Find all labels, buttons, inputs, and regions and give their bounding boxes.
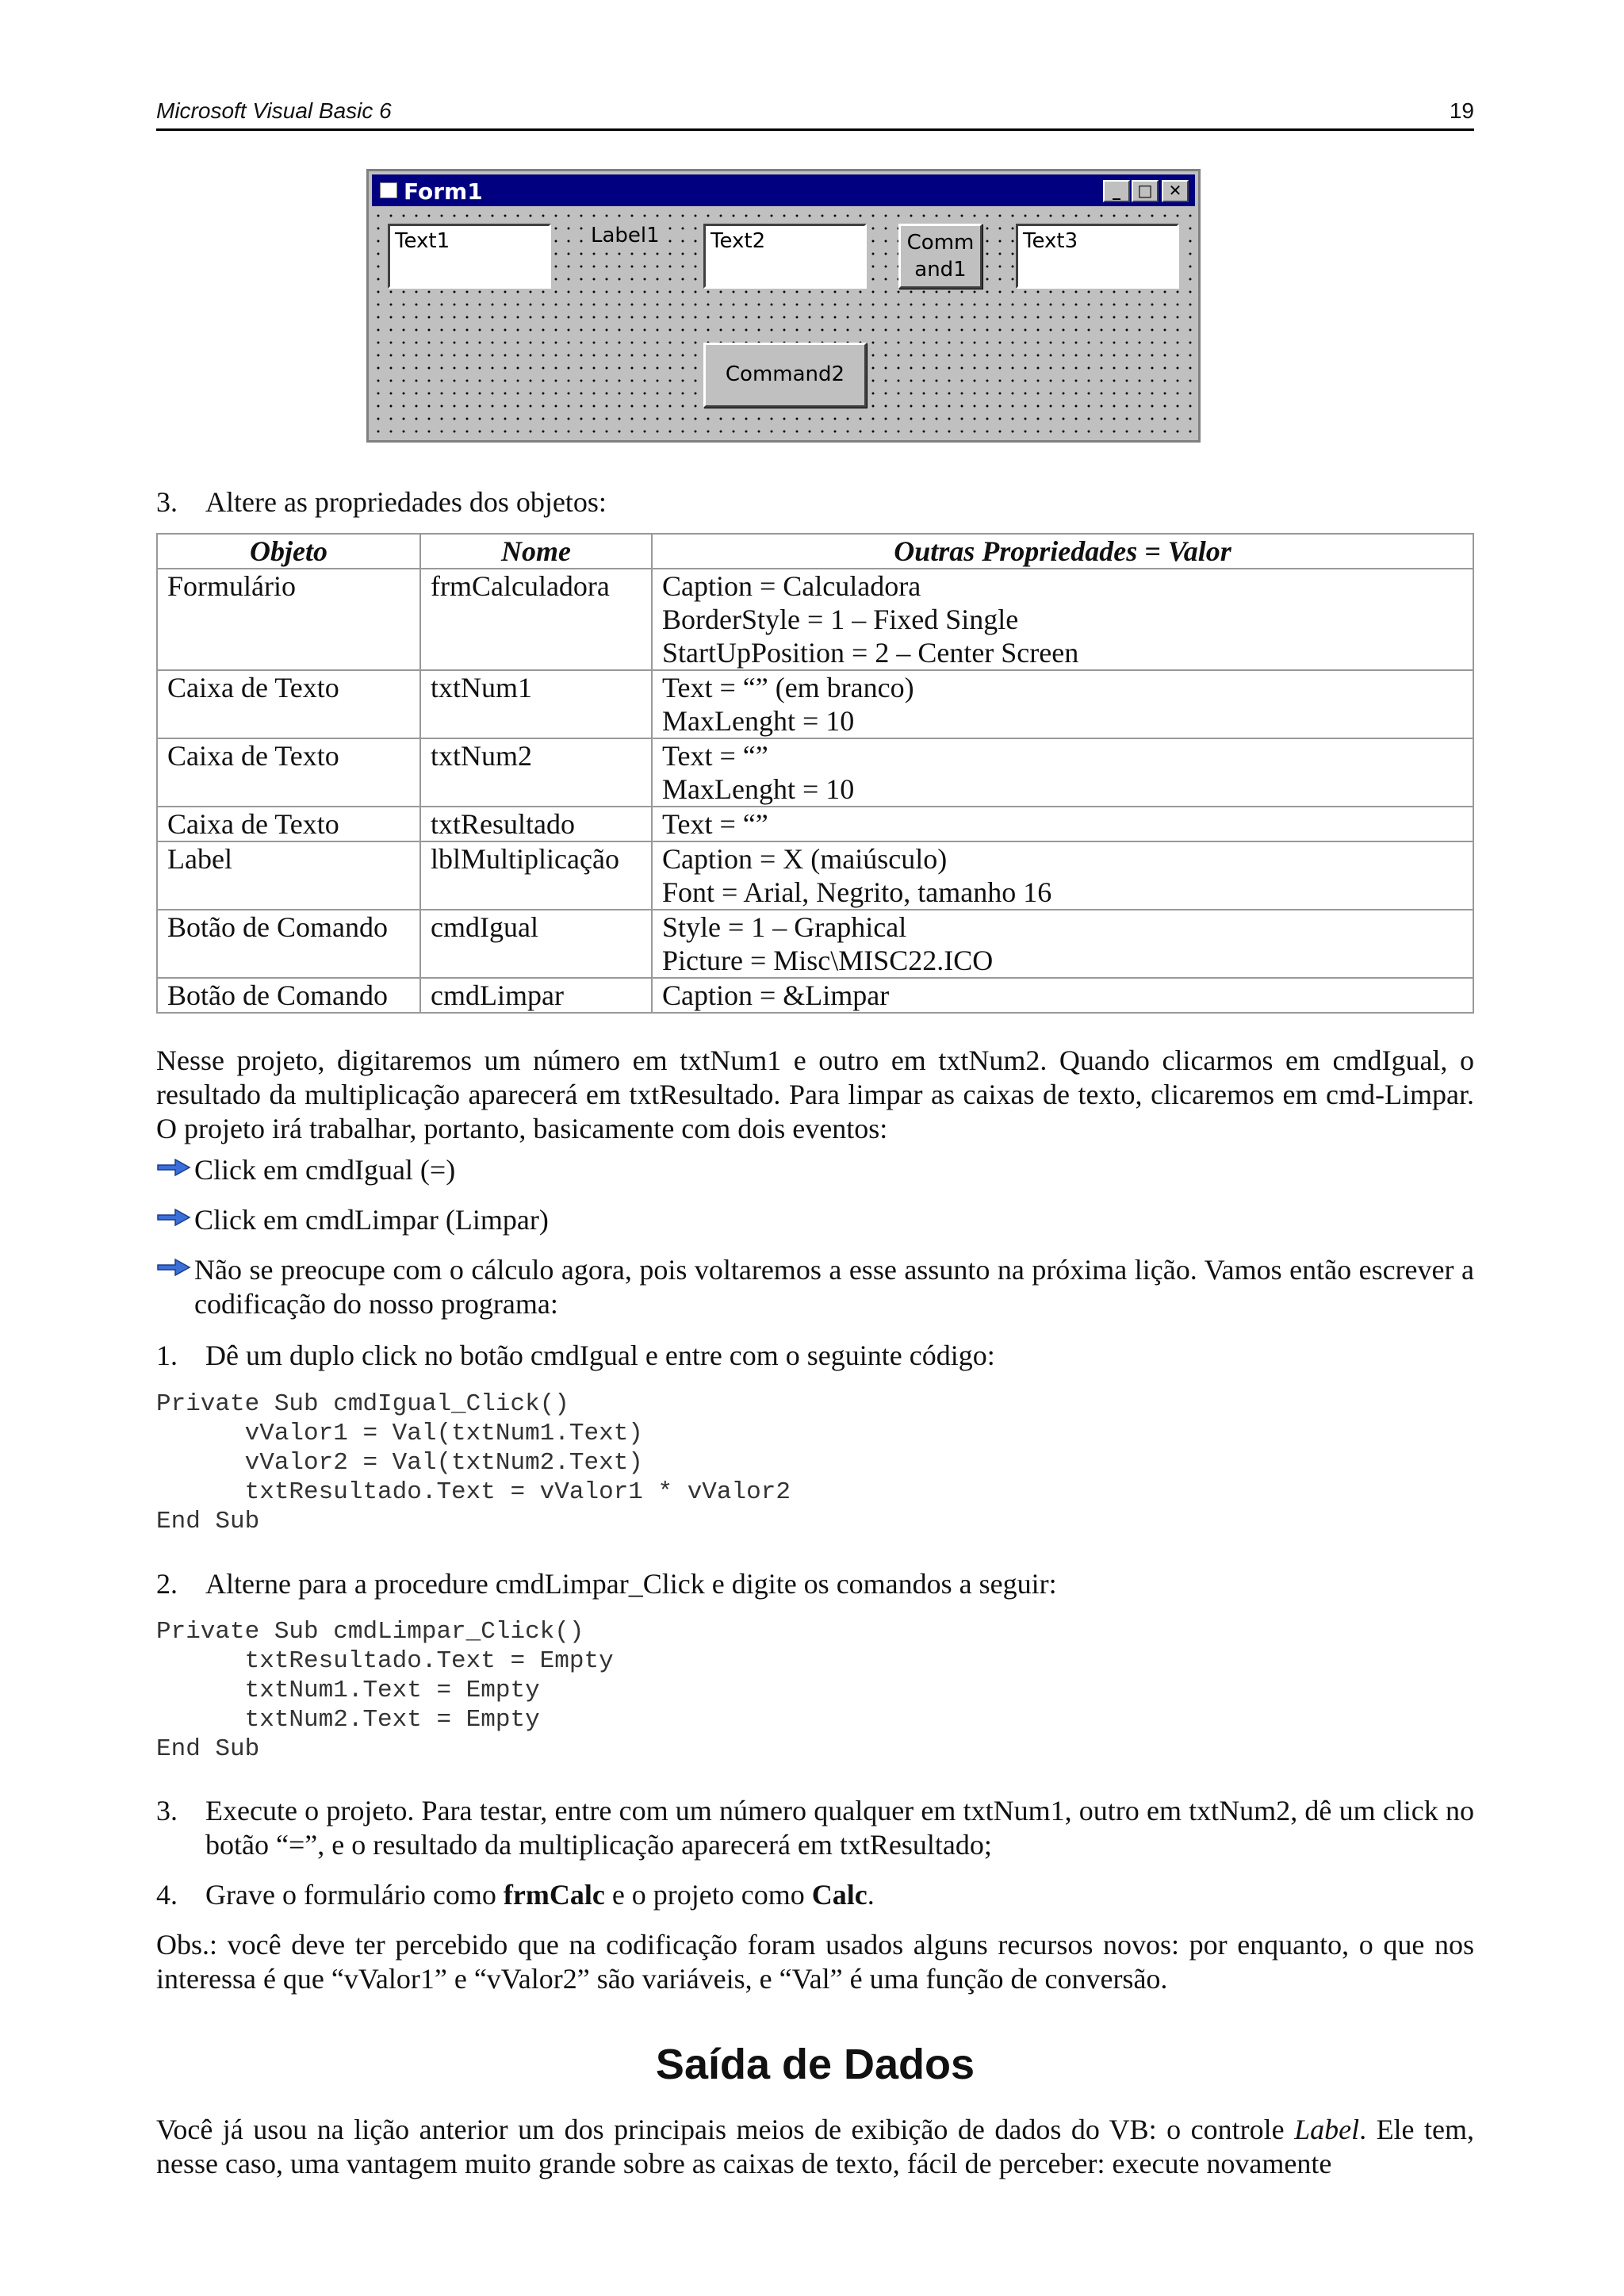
table-row (157, 569, 1473, 670)
label1: Label1 (586, 222, 665, 249)
property-line: BorderStyle = 1 – Fixed Single (662, 604, 1019, 635)
cell-nome: cmdLimpar (420, 978, 652, 1013)
arrow-bullet-icon (156, 1258, 191, 1277)
vb-form-mockup (366, 169, 1201, 443)
command1-line2: and1 (914, 258, 967, 282)
bullet-text: Não se preocupe com o cálculo agora, pois voltaremos a esse assunto na próxima lição. Vamos então escrever a codificação do nosso programa: (194, 1254, 1474, 1320)
cell-propriedades (652, 841, 1473, 910)
property-line: Style = 1 – Graphical (662, 911, 907, 943)
table-row (157, 841, 1473, 910)
cell-nome: txtNum2 (420, 738, 652, 807)
code-block-cmdigual: Private Sub cmdIgual_Click() vValor1 = Val(txtNum1.Text) vValor2 = Val(txtNum2.Text) txtResultado.Text = vValor1 * vValor2 End Sub (156, 1390, 791, 1535)
cell-propriedades (652, 738, 1473, 807)
bullet-text: Click em cmdIgual (=) (194, 1154, 456, 1186)
cell-propriedades (652, 569, 1473, 670)
step-text-part: . (867, 1879, 875, 1911)
table-body (157, 569, 1473, 1013)
observation-paragraph: Obs.: você deve ter percebido que na codificação foram usados alguns recursos novos: por enquanto, o que nos interessa é que “vValor1” e “vValor2” são variáveis, e “Val” é uma função de conversão. (156, 1929, 1474, 1995)
property-line: Caption = X (maiúsculo) (662, 843, 948, 875)
table-row (157, 978, 1473, 1013)
table-header-row (157, 534, 1473, 569)
property-line: Caption = Calculadora (662, 570, 921, 602)
text2-box: Text2 (703, 224, 867, 289)
step-text (205, 1878, 875, 1912)
cell-propriedades (652, 978, 1473, 1013)
cell-objeto: Botão de Comando (157, 978, 420, 1013)
command1-line1: Comm (906, 231, 975, 255)
final-text-part: . Ele tem, nesse caso, uma vantagem muito grande sobre as caixas de texto, fácil de perceber: execute novamente (156, 2114, 1474, 2179)
section-title: Saída de Dados (655, 2041, 975, 2088)
step-text: Altere as propriedades dos objetos: (205, 486, 607, 518)
properties-table (156, 533, 1474, 1014)
header-title: Microsoft Visual Basic 6 (156, 98, 392, 123)
cell-nome: lblMultiplicação (420, 841, 652, 910)
cell-objeto: Formulário (157, 569, 420, 670)
minimize-icon: _ (1103, 180, 1130, 202)
property-line: Caption = &Limpar (662, 979, 890, 1011)
table-row (157, 670, 1473, 738)
final-text-part: Você já usou na lição anterior um dos principais meios de exibição de dados do VB: o controle (156, 2114, 1295, 2145)
property-line: Text = “” (em branco) (662, 672, 914, 703)
header-nome: Nome (420, 534, 652, 569)
cell-propriedades (652, 807, 1473, 841)
property-line: Text = “” (662, 808, 768, 840)
form-title: Form1 (404, 178, 483, 205)
form-design-grid (372, 209, 1195, 437)
page-header (156, 95, 1474, 131)
cell-nome: txtNum1 (420, 670, 652, 738)
cell-objeto: Botão de Comando (157, 910, 420, 978)
property-line: MaxLenght = 10 (662, 773, 855, 805)
step-text-part: Grave o formulário como (205, 1879, 504, 1911)
cell-nome: txtResultado (420, 807, 652, 841)
cell-objeto: Caixa de Texto (157, 738, 420, 807)
form-titlebar (372, 174, 1195, 206)
header-propriedades: Outras Propriedades = Valor (652, 534, 1473, 569)
step-text: Dê um duplo click no botão cmdIgual e entre com o seguinte código: (205, 1340, 995, 1371)
text3-box: Text3 (1016, 224, 1179, 289)
step-text-part: e o projeto como (604, 1879, 812, 1911)
step-number: 1. (156, 1340, 178, 1371)
step-number: 3. (156, 1795, 178, 1826)
cell-objeto: Caixa de Texto (157, 670, 420, 738)
text1-box: Text1 (388, 224, 551, 289)
table-row (157, 807, 1473, 841)
command1-button (898, 224, 982, 289)
property-line: StartUpPosition = 2 – Center Screen (662, 637, 1079, 669)
project-name-bold: Calc (811, 1879, 868, 1911)
close-icon: ✕ (1162, 180, 1189, 202)
property-line: MaxLenght = 10 (662, 705, 855, 737)
maximize-icon: □ (1132, 180, 1159, 202)
paragraph-intro: Nesse projeto, digitaremos um número em txtNum1 e outro em txtNum2. Quando clicarmos em cmdIgual, o resultado da multiplicação aparecerá em txtResultado. Para limpar as caixas de texto, clicaremos em cmd-Limpar. O projeto irá trabalhar, portanto, basicamente com dois eventos: (156, 1045, 1474, 1144)
bullet-text: Click em cmdLimpar (Limpar) (194, 1204, 549, 1236)
table-row (157, 738, 1473, 807)
form-name-bold: frmCalc (503, 1879, 605, 1911)
step-number: 2. (156, 1568, 178, 1600)
label-italic: Label (1294, 2114, 1360, 2145)
step-text: Alterne para a procedure cmdLimpar_Click e digite os comandos a seguir: (205, 1568, 1057, 1600)
arrow-bullet-icon (156, 1158, 191, 1177)
command2-button: Command2 (703, 343, 867, 408)
table-row (157, 910, 1473, 978)
step-text: Execute o projeto. Para testar, entre com um número qualquer em txtNum1, outro em txtNum2, dê um click no botão “=”, e o resultado da multiplicação aparecerá em txtResultado; (205, 1795, 1474, 1861)
code-block-cmdlimpar: Private Sub cmdLimpar_Click() txtResultado.Text = Empty txtNum1.Text = Empty txtNum2.Text = Empty End Sub (156, 1618, 614, 1763)
cell-nome: cmdIgual (420, 910, 652, 978)
final-paragraph (156, 2113, 1474, 2181)
step-number: 3. (156, 486, 178, 518)
arrow-bullet-icon (156, 1208, 191, 1227)
page-number: 19 (1449, 98, 1474, 123)
form-icon (380, 182, 397, 198)
header-objeto: Objeto (157, 534, 420, 569)
cell-propriedades (652, 910, 1473, 978)
property-line: Font = Arial, Negrito, tamanho 16 (662, 876, 1052, 908)
cell-objeto: Label (157, 841, 420, 910)
cell-nome: frmCalculadora (420, 569, 652, 670)
cell-objeto: Caixa de Texto (157, 807, 420, 841)
cell-propriedades (652, 670, 1473, 738)
property-line: Text = “” (662, 740, 768, 772)
property-line: Picture = Misc\MISC22.ICO (662, 945, 994, 976)
step-number: 4. (156, 1879, 178, 1911)
